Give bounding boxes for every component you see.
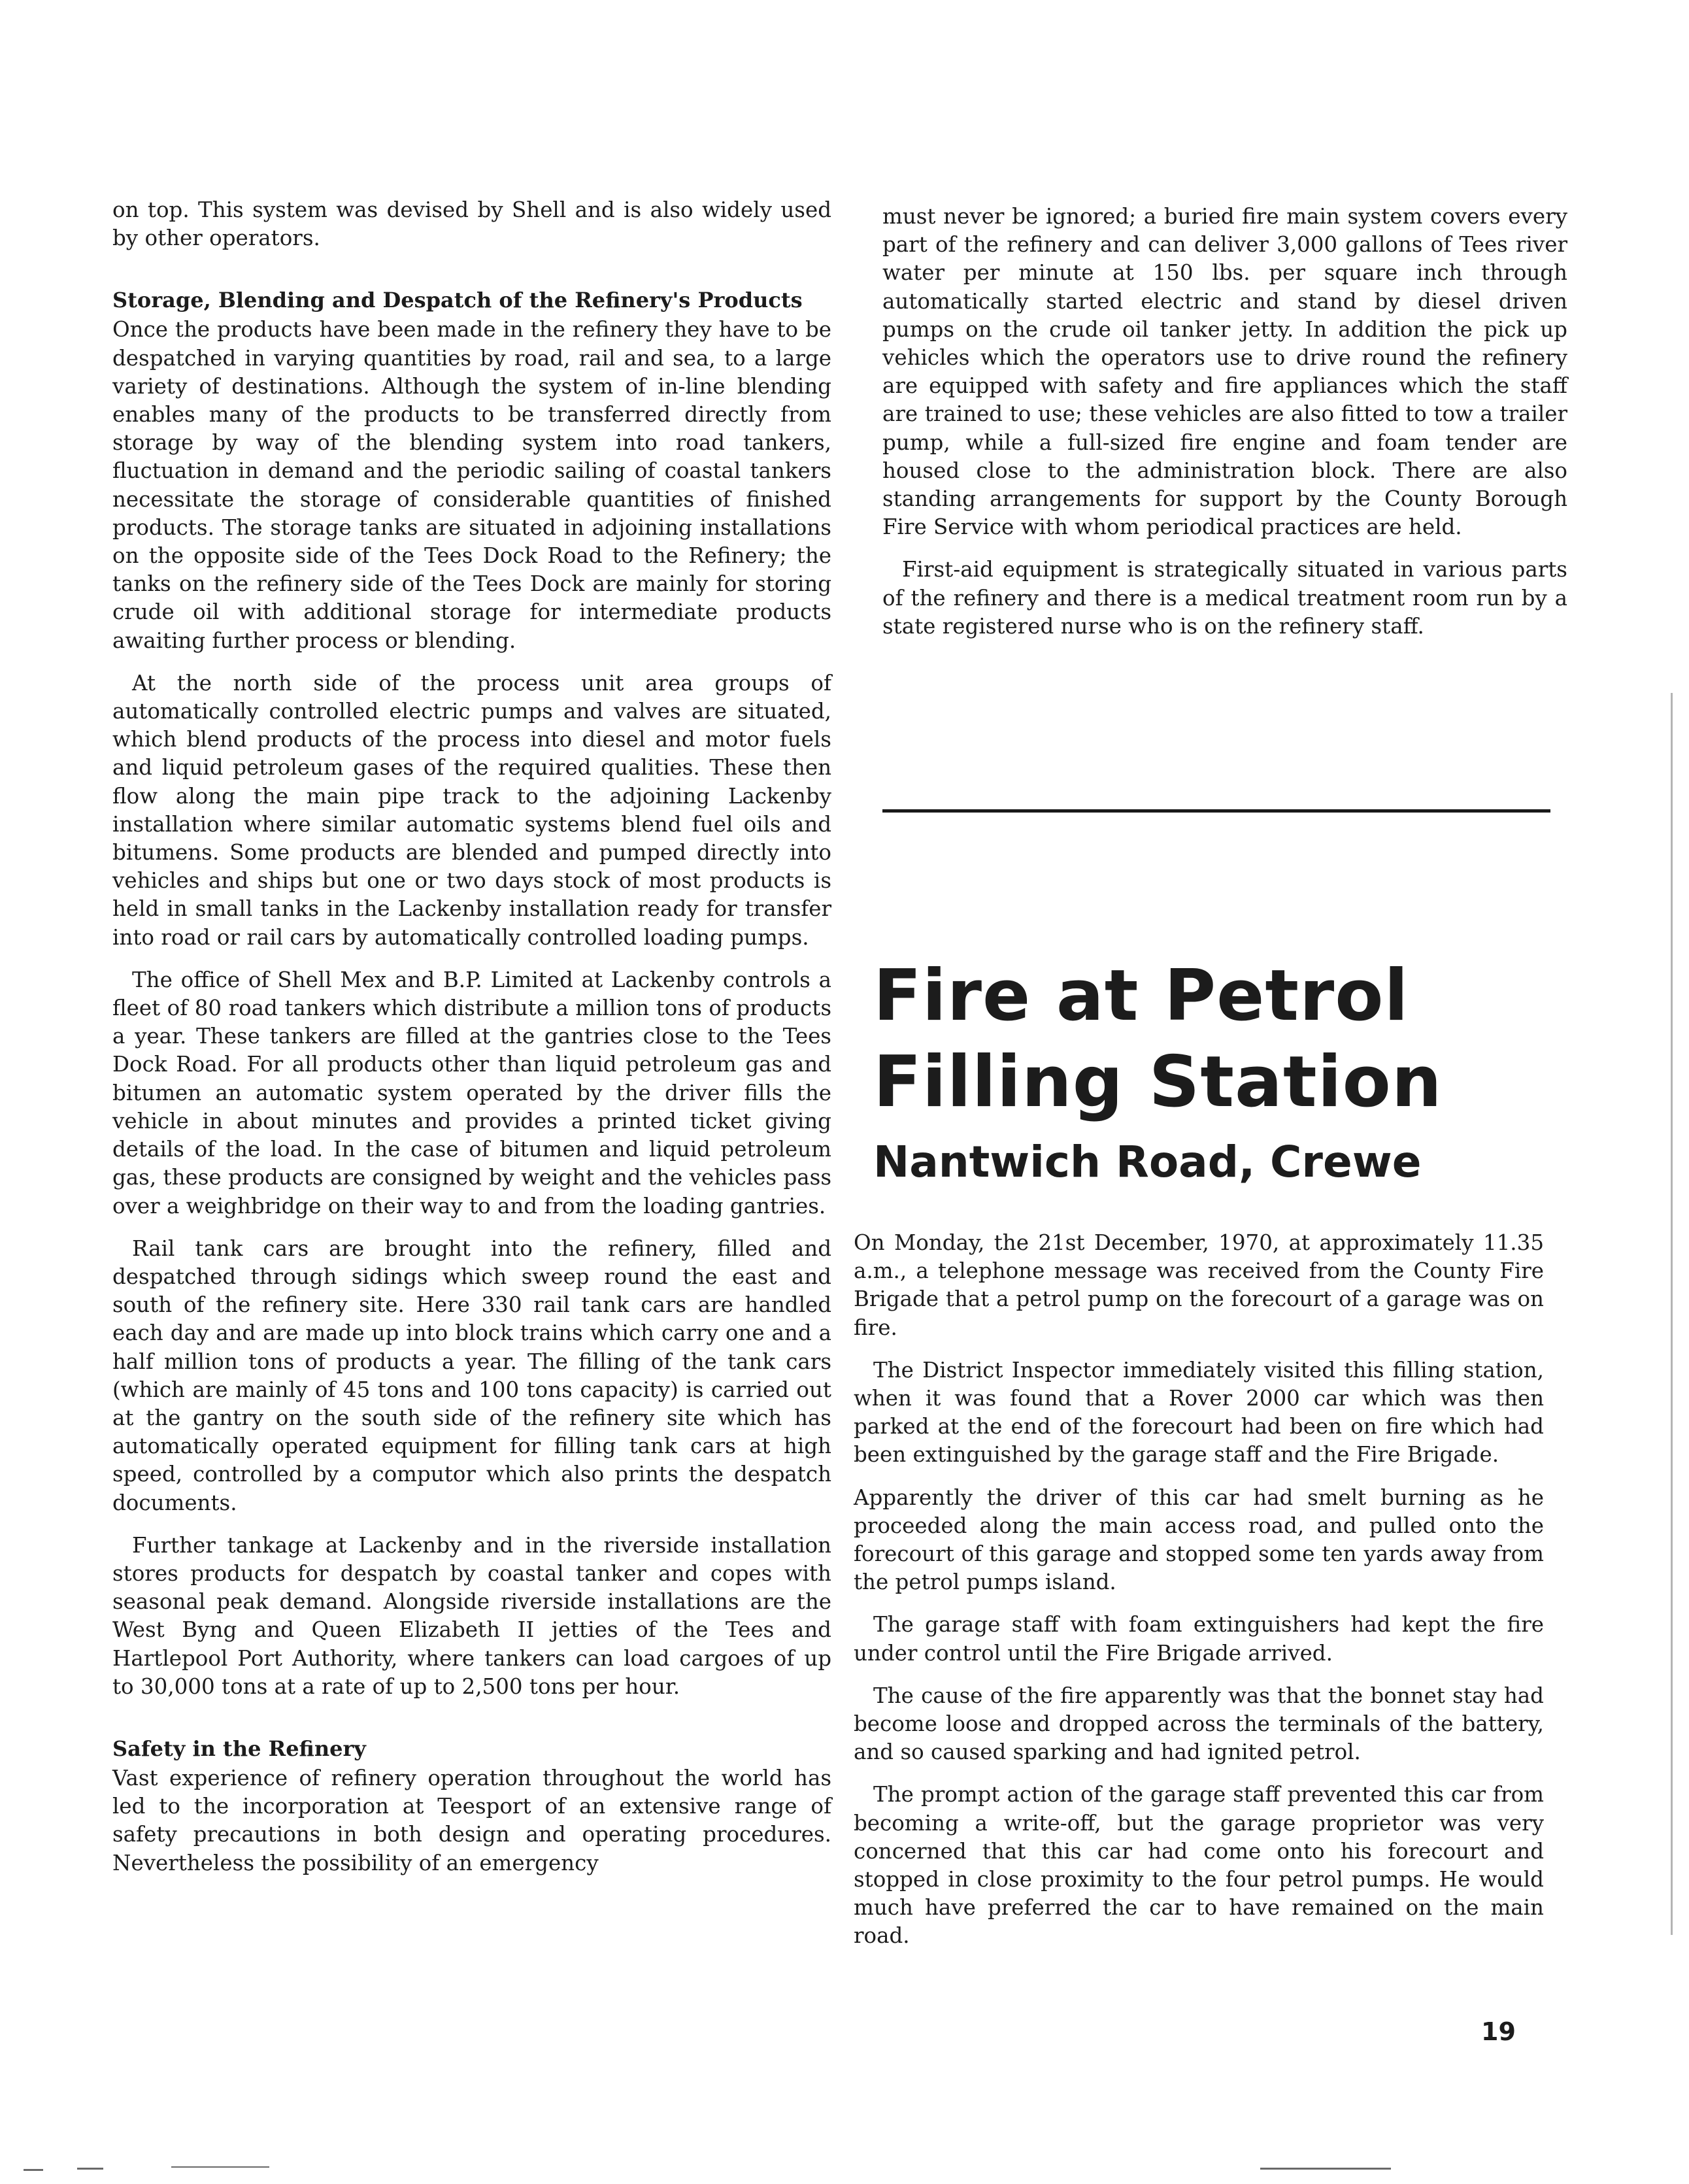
body-paragraph: must never be ignored; a buried fire main system covers every part of the refinery and can deliver 3,000 gallons of Tees river water per minute at 150 lbs. per square inch through automatically started electric and stand by diesel driven pumps on the crude oil tanker jetty. In addition the pick up vehicles which the operators use to drive round the refinery are equipped with safety and fire appliances which the staff are trained to use; these vehicles are also fitted to tow a trailer pump, while a full-sized fire engine and foam tender are housed close to the administration block. There are also standing arrangements for support by the County Borough Fire Service with whom periodical practices are held. — [882, 204, 1567, 540]
section-divider — [882, 809, 1550, 813]
article-paragraph: On Monday, the 21st December, 1970, at approximately 11.35 a.m., a telephone message was received from the County Fire Brigade that a petrol pump on the forecourt of a garage was on fire. — [854, 1230, 1544, 1340]
safety-section-heading: Safety in the Refinery — [112, 1736, 366, 1761]
body-paragraph: The office of Shell Mex and B.P. Limited at Lackenby controls a fleet of 80 road tankers which distribute a million tons of products a year. These tankers are filled at the gantries close to the Tees Dock Road. For all products other than liquid petroleum gas and bitumen an automatic system operated by the driver fills the vehicle in about minutes and provides a printed ticket giving details of the load. In the case of bitumen and liquid petroleum gas, these products are consigned by weight and the vehicles pass over a weighbridge on their way to and from the loading gantries. — [112, 967, 831, 1218]
article-paragraph: The garage staff with foam extinguishers had kept the fire under control until the Fire Brigade arrived. — [854, 1612, 1544, 1666]
body-paragraph: Once the products have been made in the refinery they have to be despatched in varying quantities by road, rail and sea, to a large variety of destinations. Although the system of in-line blending enables many of the products to be transferred directly from storage by way of the blending system into road tankers, fluctuation in demand and the periodic sailing of coastal tankers necessitate the storage of considerable quantities of finished products. The storage tanks are situated in adjoining installations on the opposite side of the Tees Dock Road to the Refinery; the tanks on the refinery side of the Tees Dock are mainly for storing crude oil with additional storage for intermediate products awaiting further process or blending. — [112, 317, 831, 653]
article-paragraph: The prompt action of the garage staff prevented this car from becoming a write-off, but the garage proprietor was very concerned that this car had come onto his forecourt and stopped in close proximity to the four petrol pumps. He would much have preferred the car to have remained on the main road. — [854, 1782, 1544, 1949]
article-title-line: Fire at Petrol — [873, 955, 1409, 1037]
scan-artifact — [1671, 693, 1673, 1935]
article-body — [854, 1229, 1544, 1951]
article-paragraph: Apparently the driver of this car had smelt burning as he proceeded along the main access road, and pulled onto the forecourt of this garage and stopped some ten yards away from the petrol pumps island. — [854, 1485, 1544, 1595]
article-paragraph: The cause of the fire apparently was that the bonnet stay had become loose and dropped across the terminals of the battery, and so caused sparking and had ignited petrol. — [854, 1683, 1544, 1765]
scan-artifact — [171, 2166, 269, 2168]
body-paragraph: Rail tank cars are brought into the refinery, filled and despatched through sidings which sweep round the east and south of the refinery site. Here 330 rail tank cars are handled each day and are made up into block trains which carry one and a half million tons of products a year. The filling of the tank cars (which are mainly of 45 tons and 100 tons capacity) is carried out at the gantry on the south side of the refinery site which has automatically operated equipment for filling tank cars at high speed, controlled by a computor which also prints the despatch documents. — [112, 1235, 831, 1515]
scan-artifact — [24, 2169, 43, 2171]
scan-artifact — [77, 2168, 103, 2170]
scan-artifact — [1260, 2168, 1391, 2170]
body-paragraph: Further tankage at Lackenby and in the riverside installation stores products for despatch by coastal tanker and copes with seasonal peak demand. Alongside riverside installations are the West Byng and Queen Elizabeth II jetties of the Tees and Hartlepool Port Authority, where tankers can load cargoes of up to 30,000 tons at a rate of up to 2,500 tons per hour. — [112, 1532, 831, 1699]
article-title — [873, 953, 1592, 1126]
body-paragraph: At the north side of the process unit area groups of automatically controlled electric pumps and valves are situated, which blend products of the process into diesel and motor fuels and liquid petroleum gases of the required qualities. These then flow along the main pipe track to the adjoining Lackenby installation where similar automatic systems blend fuel oils and bitumens. Some products are blended and pumped directly into vehicles and ships but one or two days stock of most products is held in small tanks in the Lackenby installation ready for transfer into road or rail cars by automatically controlled loading pumps. — [112, 670, 831, 950]
left-column — [112, 196, 831, 1877]
page-number: 19 — [1481, 2017, 1516, 2046]
article-title-line: Filling Station — [873, 1041, 1443, 1123]
article-subtitle: Nantwich Road, Crewe — [873, 1137, 1422, 1187]
body-paragraph: Vast experience of refinery operation throughout the world has led to the incorporation at Teesport of an extensive range of safety precautions in both design and operating procedures. Nevertheless the possibility of an emergency — [112, 1765, 831, 1875]
right-column-top — [882, 203, 1567, 641]
article-paragraph: The District Inspector immediately visited this filling station, when it was found that a Rover 2000 car which was then parked at the end of the forecourt had been on fire which had been extinguished by the garage staff and the Fire Brigade. — [854, 1357, 1544, 1468]
storage-section-heading: Storage, Blending and Despatch of the Refinery's Products — [112, 288, 803, 313]
continued-paragraph: on top. This system was devised by Shell and is also widely used by other operators. — [112, 197, 831, 251]
body-paragraph: First-aid equipment is strategically situated in various parts of the refinery and there is a medical treatment room run by a state registered nurse who is on the refinery staff. — [882, 557, 1567, 639]
